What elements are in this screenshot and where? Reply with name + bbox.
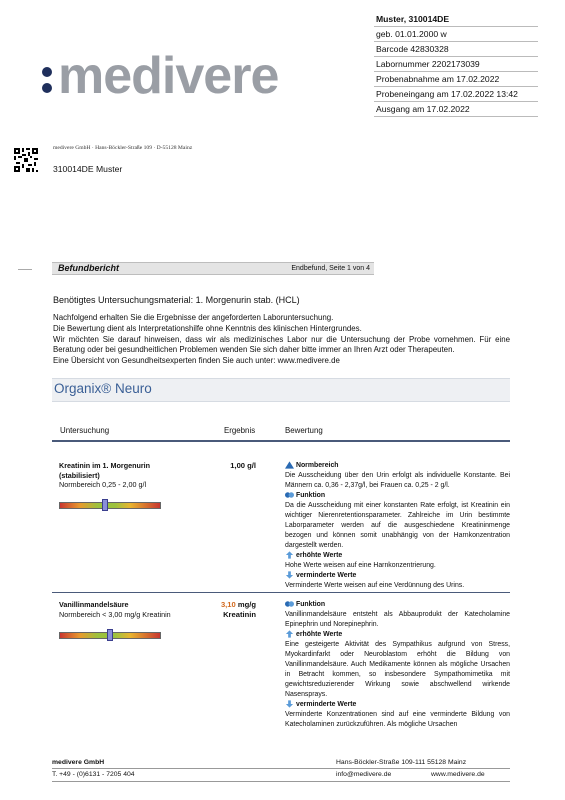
report-title: Befundbericht: [58, 263, 120, 273]
report-title-bar: [52, 262, 374, 275]
lab-number: Labornummer 2202173039: [374, 57, 538, 72]
column-header-result: Ergebnis: [224, 426, 256, 435]
intro-line: Nachfolgend erhalten Sie die Ergebnisse der angeforderten Laboruntersuchung.: [53, 313, 334, 322]
result-value: 1,00 g/l: [230, 461, 256, 470]
intro-text: [53, 313, 510, 367]
sender-address-line: medivere GmbH · Hans-Böckler-Straße 109 · D-55128 Mainz: [53, 145, 193, 151]
intro-line: Wir möchten Sie darauf hinweisen, dass wir als medizinisches Labor nur die Untersuchung der Probe vornehmen. Für eine Beratung oder bei gesundheitlichen Problemen wenden Sie sich daher bitte immer an Ihren Arzt oder Therapeuten.: [53, 334, 510, 355]
rating-block-text: Die Ausscheidung über den Urin erfolgt als individuelle Konstante. Bei Männern ca. 0,36 - 2,37g/l, bei Frauen ca. 0,25 - 2 g/l.: [285, 472, 510, 489]
column-header-test: Untersuchung: [60, 426, 110, 435]
rating-block-heading: verminderte Werte: [285, 571, 510, 581]
patient-name: Muster, 310014DE: [374, 12, 538, 27]
required-material: Benötigtes Untersuchungsmaterial: 1. Morgenurin stab. (HCL): [53, 295, 300, 305]
rating-block-heading: verminderte Werte: [285, 700, 510, 710]
rating-block-text: Verminderte Werte weisen auf eine Verdünnung des Urins.: [285, 582, 465, 589]
test-name: Vanillinmandelsäure Normbereich < 3,00 mg/g Kreatinin: [59, 600, 209, 619]
reference-range: Normbereich 0,25 - 2,00 g/l: [59, 480, 147, 489]
footer-address: Hans-Böckler-Straße 109-111 55128 Mainz: [336, 759, 467, 766]
gauge-marker: [107, 629, 113, 641]
rating-text: [285, 600, 510, 730]
footer-company: medivere GmbH: [52, 759, 105, 766]
patient-dob: geb. 01.01.2000 w: [374, 27, 538, 42]
rating-block-text: Eine gesteigerte Aktivität des Sympathikus aufgrund von Stress, Myokardinfarkt oder Neuroblastom erhöht die Bildung von Vanillinmandelsäure. Auch Medikamente können als mögliche Ursachen in Betracht kommen, so insbesondere Sympathomimetika mit gewichtsreduzierender Wirkung sowie abschwellend wirkende Nasensprays.: [285, 641, 510, 698]
rating-text: [285, 461, 510, 591]
table-header: [52, 426, 510, 442]
sample-received-date: Probeneingang am 17.02.2022 13:42: [374, 87, 538, 102]
result-gauge: [59, 632, 161, 639]
column-header-rating: Bewertung: [285, 426, 323, 435]
function-icon: [285, 600, 294, 608]
patient-info-box: [374, 12, 538, 117]
test-name: Kreatinin im 1. Morgenurin (stabilisiert) Normbereich 0,25 - 2,00 g/l: [59, 461, 169, 490]
section-header: [52, 378, 510, 402]
recipient-address: 310014DE Muster: [53, 164, 123, 174]
norm-range-icon: [285, 461, 294, 469]
intro-line: Eine Übersicht von Gesundheitsexperten finden Sie auch unter: www.medivere.de: [53, 356, 340, 366]
reference-range: Normbereich < 3,00 mg/g Kreatinin: [59, 609, 171, 619]
arrow-down-icon: [285, 571, 294, 579]
result-unit: mg/g: [237, 600, 256, 609]
section-title: Organix® Neuro: [54, 381, 152, 396]
rating-block-text: Vanillinmandelsäure entsteht als Abbauprodukt der Katecholamine Epinephrin und Norepinephrin.: [285, 611, 510, 628]
arrow-down-icon: [285, 700, 294, 708]
report-status: Endbefund, Seite 1 von 4: [291, 265, 370, 272]
rating-block-heading: Funktion: [285, 491, 510, 501]
rating-block-heading: Normbereich: [285, 461, 510, 471]
rating-block-text: Da die Ausscheidung mit einer konstanten Rate erfolgt, ist Kreatinin ein wichtiger Nierenretentionsparameter. Zahlreiche im Urin bestimmte Laborparameter werden auf die ausgeschiedene Kreatininmenge bezogen und können somit unabhängig von der Harnkonzentration dargestellt werden.: [285, 502, 510, 549]
footer-phone: T. +49 - (0)6131 - 7205 404: [52, 771, 135, 778]
page-footer: [52, 757, 510, 782]
logo-dots-icon: [42, 67, 54, 99]
logo-wordmark: medivere: [58, 47, 279, 105]
rating-block-text: Hohe Werte weisen auf eine Harnkonzentrierung.: [285, 562, 436, 569]
datamatrix-code-icon: [14, 148, 38, 172]
function-icon: [285, 491, 294, 499]
rating-block-heading: erhöhte Werte: [285, 551, 510, 561]
rating-block-heading: Funktion: [285, 600, 510, 610]
issued-date: Ausgang am 17.02.2022: [374, 102, 538, 117]
gauge-marker: [102, 499, 108, 511]
rating-block-heading: erhöhte Werte: [285, 630, 510, 640]
footer-website[interactable]: www.medivere.de: [431, 771, 485, 778]
barcode-number: Barcode 42830328: [374, 42, 538, 57]
result-value: [200, 600, 256, 619]
intro-line: Die Bewertung dient als Interpretationshilfe ohne Kenntnis des klinischen Hintergrundes.: [53, 323, 362, 333]
rating-block-text: Verminderte Konzentrationen sind auf eine verminderte Bildung von Katecholaminen zurückzuführen. Als mögliche Ursachen: [285, 711, 510, 728]
result-number: 3,10: [220, 600, 236, 609]
result-unit-line2: Kreatinin: [223, 609, 256, 619]
footer-email[interactable]: info@medivere.de: [336, 771, 392, 778]
sample-taken-date: Probenabnahme am 17.02.2022: [374, 72, 538, 87]
arrow-up-icon: [285, 551, 294, 559]
fold-mark: [18, 269, 32, 270]
arrow-up-icon: [285, 630, 294, 638]
row-separator: [52, 592, 510, 593]
result-gauge: [59, 502, 161, 509]
